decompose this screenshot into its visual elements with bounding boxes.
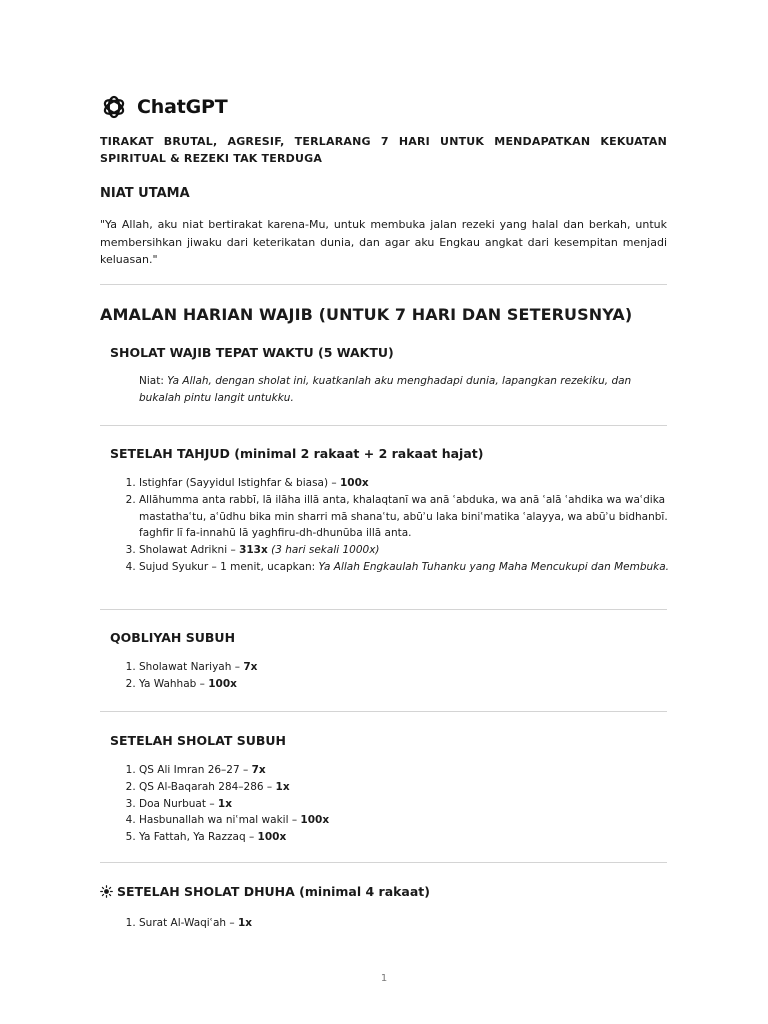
tahjud-heading: SETELAH TAHJUD (minimal 2 rakaat + 2 rakaat hajat) [110,446,484,461]
list-item [139,492,679,542]
item-text: Sujud Syukur – 1 menit, ucapkan: [139,560,319,573]
brand-header [100,93,227,121]
sholat-wajib-niat [139,373,639,407]
list-item [139,829,679,846]
item-count: 100x [340,477,369,489]
tahjud-list [110,475,679,576]
subuh-heading: SETELAH SHOLAT SUBUH [110,733,286,748]
item-count: 313x [239,544,268,557]
item-text: Ya Wahhab – [139,677,209,690]
niat-heading: NIAT UTAMA [100,186,190,201]
item-count: 100x [208,677,237,690]
dhuha-heading: SETELAH SHOLAT DHUHA (minimal 4 rakaat) [117,884,430,899]
item-count: 100x [300,814,330,827]
divider [100,284,667,285]
divider [100,862,667,863]
amalan-heading: AMALAN HARIAN WAJIB (UNTUK 7 HARI DAN SETERUSNYA) [100,305,633,324]
niat-text: "Ya Allah, aku niat bertirakat karena-Mu, untuk membuka jalan rezeki yang halal dan berkah, untuk membersihkan jiwaku dari keterikatan dunia, dan agar aku Engkau angkat dari kesempitan menjadi keluasan." [100,218,667,266]
item-text: Doa Nurbuat – [139,797,218,810]
openai-logo-icon [100,93,128,121]
list-item [139,659,679,676]
niat-prayer-text: Ya Allah, dengan sholat ini, kuatkanlah aku menghadapi dunia, lapangkan rezekiku, dan bukalah pintu langit untukku. [139,375,632,404]
qobliyah-list [110,659,679,693]
item-prayer: Ya Allah Engkaulah Tuhanku yang Maha Mencukupi dan Membuka. [318,560,670,573]
list-item [139,796,679,813]
divider [100,609,667,610]
sun-icon [100,885,113,898]
list-item [139,475,679,492]
list-item [139,542,679,559]
item-text: Allāhumma anta rabbī, lā ilāha illā anta, khalaqtanī wa anā ʿabduka, wa anā ʿalā ʿahdika wa waʿdika mastathaʿtu, aʿūdhu bika min sharri mā shanaʿtu, abūʾu laka biniʿmatika ʿalayya, wa abūʾu bidhanbī. faghfir lī fa-innahū lā yaghfiru-dh-dhunūba illā anta. [139,493,668,540]
list-item [139,559,679,576]
item-count: 1x [275,780,290,793]
item-text: Surat Al-Waqiʿah – [139,917,238,929]
item-text: QS Ali Imran 26–27 – [139,764,252,776]
divider [100,711,667,712]
list-item [139,676,679,693]
item-count: 1x [217,797,232,810]
page-number: 1 [380,973,388,984]
item-text: Sholawat Adrikni – [139,544,240,557]
item-text: Istighfar (Sayyidul Istighfar & biasa) – [139,477,340,489]
brand-name: ChatGPT [137,96,228,118]
dhuha-heading-row [100,884,430,899]
item-count: 1x [237,917,253,929]
divider [100,425,667,426]
item-count: 7x [251,764,266,776]
list-item [139,779,679,796]
dhuha-list [110,915,679,932]
qobliyah-heading: QOBLIYAH SUBUH [110,630,236,645]
item-note: (3 hari sekali 1000x) [267,544,380,557]
document-title: TIRAKAT BRUTAL, AGRESIF, TERLARANG 7 HARI UNTUK MENDAPATKAN KEKUATAN SPIRITUAL & REZEKI TAK TERDUGA [100,135,667,165]
item-text: QS Al-Baqarah 284–286 – [139,780,276,793]
sholat-wajib-heading: SHOLAT WAJIB TEPAT WAKTU (5 WAKTU) [110,345,394,360]
item-text: Sholawat Nariyah – [139,661,244,673]
item-text: Hasbunallah wa niʿmal wakil – [139,814,301,827]
niat-label: Niat: [139,375,168,387]
item-count: 7x [243,661,258,673]
list-item [139,762,679,779]
subuh-list [110,762,679,846]
list-item [139,812,679,829]
item-text: Ya Fattah, Ya Razzaq – [139,831,258,844]
item-count: 100x [257,831,287,844]
list-item [139,915,679,932]
